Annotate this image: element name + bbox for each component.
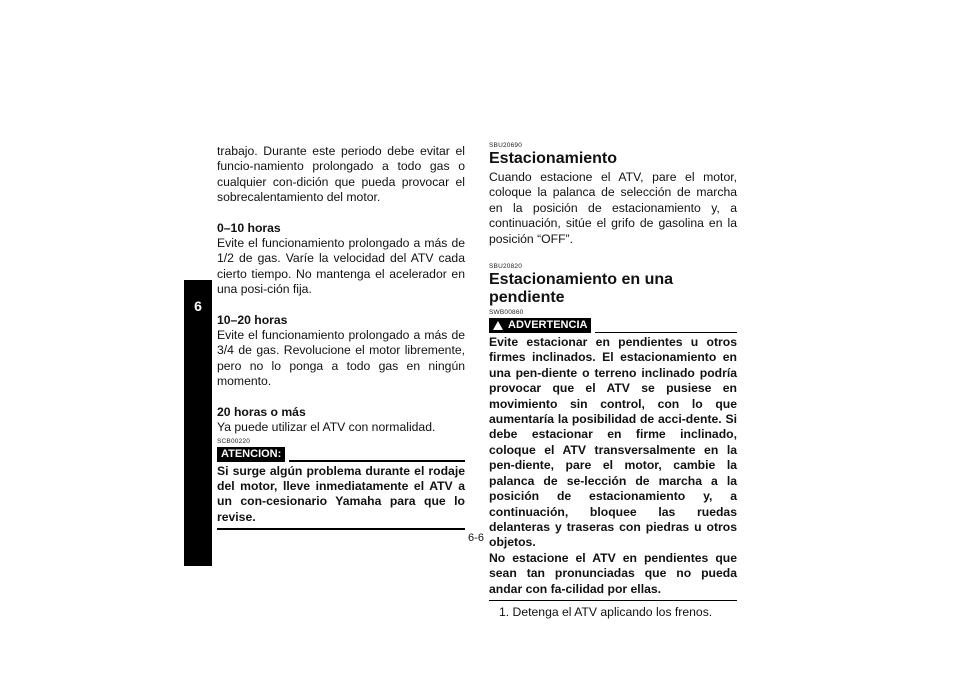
section-heading-10-20: 10–20 horas [217,312,288,327]
warning-text-1: Evite estacionar en pendientes u otros firmes inclinados. El estacionamiento en una pen-diente o terreno inclinado podría provocar que el ATV se pusiese en movimiento sin control, con lo que aumentaría la posibilidad de acci-dente. Si debe estacionar en firme inclinado, coloque el ATV transversalmente en la pen-diente, pare el motor, cambie la palanca de se-lección de marcha a la posición de estacionamiento y, a continuación, bloquee las ruedas delanteras y traseras con piedras u otros objetos. [489,335,737,550]
left-column [217,144,465,530]
warning-end-rule [489,600,737,601]
chapter-tab [184,280,212,566]
caution-code: SCB00220 [217,437,251,445]
section-body-20-plus: Ya puede utilizar el ATV con normalidad. [217,420,436,435]
section-body-10-20: Evite el funcionamiento prolongado a más de 3/4 de gas. Revolucione el motor libremente, pero no lo ponga a todo gas en ningún momento. [217,328,465,389]
caution-end-rule [217,528,465,529]
warning-code: SWB00860 [489,309,524,317]
parking-code: SBU20690 [489,142,523,149]
caution-rule [289,460,465,461]
caution-bar [217,447,465,462]
page-number: 6-6 [468,532,484,544]
warning-label: ADVERTENCIA [508,319,588,332]
section-heading-0-10: 0–10 horas [217,220,281,235]
step-item: 1. Detenga el ATV aplicando los frenos. [499,605,713,620]
warning-rule [595,332,737,333]
warning-text-2: No estacione el ATV en pendientes que sean tan pronunciadas que no pueda andar con fa-cilidad por ellas. [489,550,737,596]
slope-parking-title: Estacionamiento en una pendiente [489,271,674,307]
warning-bar [489,318,737,333]
right-column [489,142,737,621]
slope-parking-code: SBU20820 [489,263,523,271]
section-heading-20-plus: 20 horas o más [217,404,306,419]
chapter-tab-number: 6 [194,298,202,314]
parking-title: Estacionamiento [489,150,618,167]
section-body-0-10: Evite el funcionamiento prolongado a más de 1/2 de gas. Varíe la velocidad del ATV cada cierto tiempo. No mantenga el acelerador en una posi-ción fija. [217,236,465,297]
caution-text: Si surge algún problema durante el rodaje del motor, lleve inmediatamente el ATV a un con-cesionario Yamaha para que lo revise. [217,463,465,524]
intro-text: trabajo. Durante este periodo debe evitar el funcio-namiento prolongado a todo gas o cualquier con-dición que pueda provocar el sobrecalentamiento del motor. [217,144,465,205]
warning-label-box [489,318,591,333]
caution-label: ATENCION: [217,447,285,462]
warning-triangle-icon [493,321,503,330]
parking-body: Cuando estacione el ATV, pare el motor, coloque la palanca de selección de marcha en la posición de estacionamiento y, a continuación, sitúe el grifo de gasolina en la posición “OFF”. [489,170,737,246]
